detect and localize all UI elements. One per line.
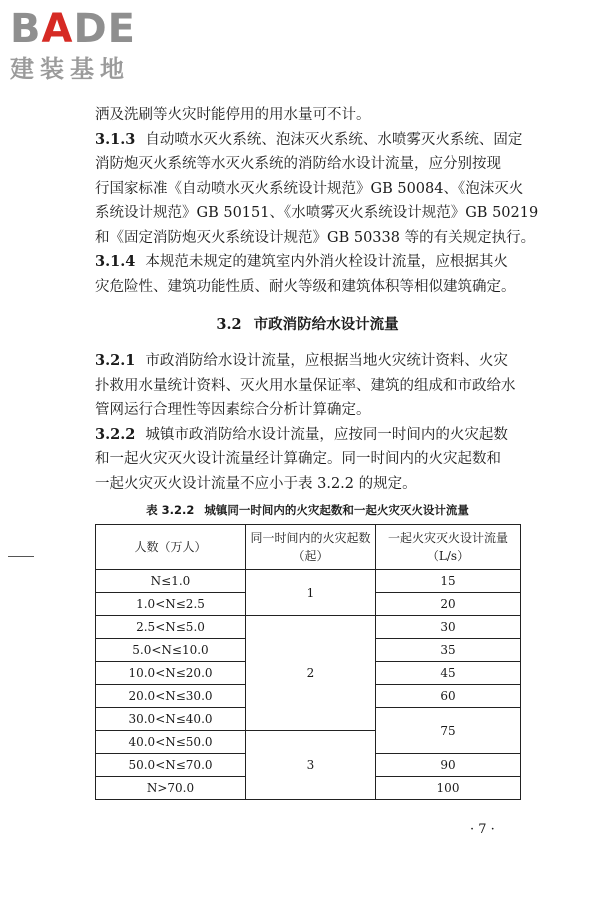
clause-text: 行国家标准《自动喷水灭火系统设计规范》GB 50084、《泡沫灭火 (95, 180, 524, 197)
clause-text: 和《固定消防炮灭火系统设计规范》GB 50338 等的有关规定执行。 (95, 229, 536, 246)
continuation-text: 洒及洗刷等火灾时能停用的用水量可不计。 (95, 107, 371, 123)
logo-wordmark: BADE (10, 6, 136, 52)
section-heading (95, 313, 520, 337)
header-fires: 同一时间内的火灾起数 （起） (246, 525, 376, 570)
clause-text: 消防炮灭火系统等水灭火系统的消防给水设计流量，应分别按现 (95, 156, 501, 172)
cell-flow: 75 (376, 708, 521, 754)
header-flow: 一起火灾灭火设计流量 （L/s） (376, 525, 521, 570)
clause-text: 扑救用水量统计资料、灭火用水量保证率、建筑的组成和市政给水 (95, 377, 516, 394)
logo (10, 6, 180, 84)
cell-flow: 15 (376, 570, 521, 593)
cell-population: 2.5<N≤5.0 (96, 616, 246, 639)
clause-number: 3.1.4 (95, 253, 136, 270)
clause-text: 一起火灾灭火设计流量不应小于表 3.2.2 的规定。 (95, 475, 417, 492)
page-content (95, 103, 539, 800)
cell-flow: 100 (376, 777, 521, 800)
cell-population: 40.0<N≤50.0 (96, 731, 246, 754)
clause-3-1-3 (95, 128, 539, 251)
cell-population: 30.0<N≤40.0 (96, 708, 246, 731)
cell-population: 20.0<N≤30.0 (96, 685, 246, 708)
clause-number: 3.2.1 (95, 352, 136, 369)
table-row (96, 616, 521, 639)
table-title: 城镇同一时间内的火灾起数和一起火灾灭火设计流量 (204, 503, 469, 517)
table-number: 表 3.2.2 (146, 503, 195, 517)
cell-flow: 30 (376, 616, 521, 639)
cell-flow: 35 (376, 639, 521, 662)
clause-number: 3.2.2 (95, 425, 136, 443)
margin-mark (8, 556, 34, 557)
cell-fires: 3 (246, 731, 376, 800)
clause-text: 灾危险性、建筑功能性质、耐火等级和建筑体积等相似建筑确定。 (95, 278, 516, 295)
cell-population: N>70.0 (96, 777, 246, 800)
table-caption (95, 502, 520, 518)
cell-population: N≤1.0 (96, 570, 246, 593)
cell-flow: 45 (376, 662, 521, 685)
cell-population: 1.0<N≤2.5 (96, 593, 246, 616)
logo-subtitle: 建装基地 (10, 55, 130, 83)
clause-text: 和一起火灾灭火设计流量经计算确定。同一时间内的火灾起数和 (95, 451, 501, 467)
page-number: · 7 · (470, 822, 495, 837)
cell-flow: 20 (376, 593, 521, 616)
cell-flow: 60 (376, 685, 521, 708)
clause-text: 城镇市政消防给水设计流量，应按同一时间内的火灾起数 (145, 426, 508, 443)
clause-number: 3.1.3 (95, 130, 136, 148)
clause-3-2-2 (95, 423, 520, 497)
table-header-row (96, 525, 521, 570)
cell-population: 10.0<N≤20.0 (96, 662, 246, 685)
clause-text: 市政消防给水设计流量，应根据当地火灾统计资料、火灾 (145, 353, 508, 369)
section-number: 3.2 (216, 316, 242, 333)
cell-fires: 1 (246, 570, 376, 616)
section-title: 市政消防给水设计流量 (253, 316, 399, 333)
clause-text: 本规范未规定的建筑室内外消火栓设计流量，应根据其火 (145, 254, 508, 270)
fire-flow-table (95, 524, 521, 800)
clause-text: 管网运行合理性等因素综合分析计算确定。 (95, 402, 371, 418)
clause-3-1-4 (95, 250, 520, 299)
header-population: 人数（万人） (96, 525, 246, 570)
clause-text: 系统设计规范》GB 50151、《水喷雾灭火系统设计规范》GB 50219 (95, 205, 539, 221)
table-row (96, 570, 521, 593)
cell-fires: 2 (246, 616, 376, 731)
cell-population: 50.0<N≤70.0 (96, 754, 246, 777)
clause-3-2-1 (95, 349, 520, 423)
cell-population: 5.0<N≤10.0 (96, 639, 246, 662)
clause-text: 自动喷水灭火系统、泡沫灭火系统、水喷雾灭火系统、固定 (145, 131, 523, 148)
cell-flow: 90 (376, 754, 521, 777)
